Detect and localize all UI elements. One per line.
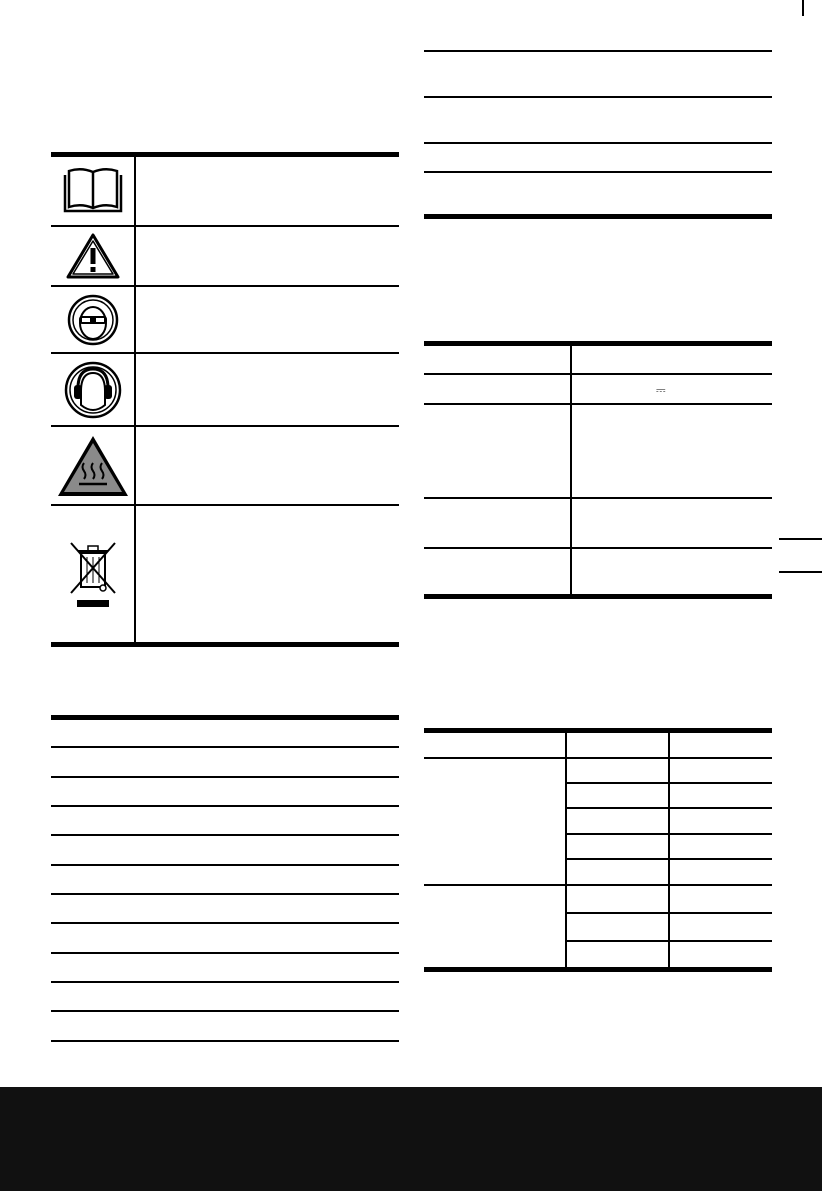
noise-table-row-rule — [566, 833, 772, 835]
warning-triangle-icon — [53, 227, 133, 285]
technical-data-divider — [570, 341, 572, 596]
noise-table-divider — [668, 733, 670, 970]
accessory-list-rule — [424, 171, 772, 173]
technical-data-row-rule — [424, 403, 772, 405]
component-list-rule — [51, 864, 399, 866]
crop-mark-top — [802, 0, 804, 16]
noise-table-row-rule — [566, 940, 772, 942]
noise-table-row-rule — [566, 782, 772, 784]
noise-table-top-rule — [424, 728, 772, 733]
accessory-list-bottom-rule — [424, 214, 772, 219]
safety-glasses-icon — [53, 287, 133, 352]
component-list-rule — [51, 834, 399, 836]
noise-table-row-rule — [566, 858, 772, 860]
component-list-rule — [51, 893, 399, 895]
component-list-rule — [51, 776, 399, 778]
read-manual-icon — [53, 157, 133, 225]
dc-current-icon: ⎓ — [656, 383, 666, 397]
component-list-rule — [51, 952, 399, 954]
accessory-list-rule — [424, 142, 772, 144]
accessory-list-rule — [424, 50, 772, 52]
noise-table-bottom-rule — [424, 967, 772, 972]
component-list-rule — [51, 746, 399, 748]
noise-table-divider — [565, 733, 567, 970]
component-list-rule — [51, 981, 399, 983]
technical-data-bottom-rule — [424, 594, 772, 599]
component-list-rule — [51, 1010, 399, 1012]
hot-surface-icon — [53, 427, 133, 504]
weee-crossed-bin-icon — [53, 506, 133, 642]
technical-data-row-rule — [424, 547, 772, 549]
noise-table-group-rule — [424, 884, 772, 886]
component-list-rule — [51, 805, 399, 807]
component-list-top-rule — [51, 715, 399, 720]
component-list-rule — [51, 922, 399, 924]
technical-data-row-rule — [424, 373, 772, 375]
technical-data-row-rule — [424, 497, 772, 499]
noise-table-row-rule — [566, 807, 772, 809]
ear-protection-icon — [53, 354, 133, 425]
language-tab-rule — [779, 538, 822, 540]
language-tab-rule — [779, 571, 822, 573]
symbol-table-bottom-rule — [51, 642, 399, 647]
technical-data-top-rule — [424, 341, 772, 346]
accessory-list-rule — [424, 96, 772, 98]
footer-band — [0, 1087, 822, 1191]
noise-table-row-rule — [566, 912, 772, 914]
component-list-rule — [51, 1040, 399, 1042]
noise-table-header-rule — [424, 757, 772, 759]
